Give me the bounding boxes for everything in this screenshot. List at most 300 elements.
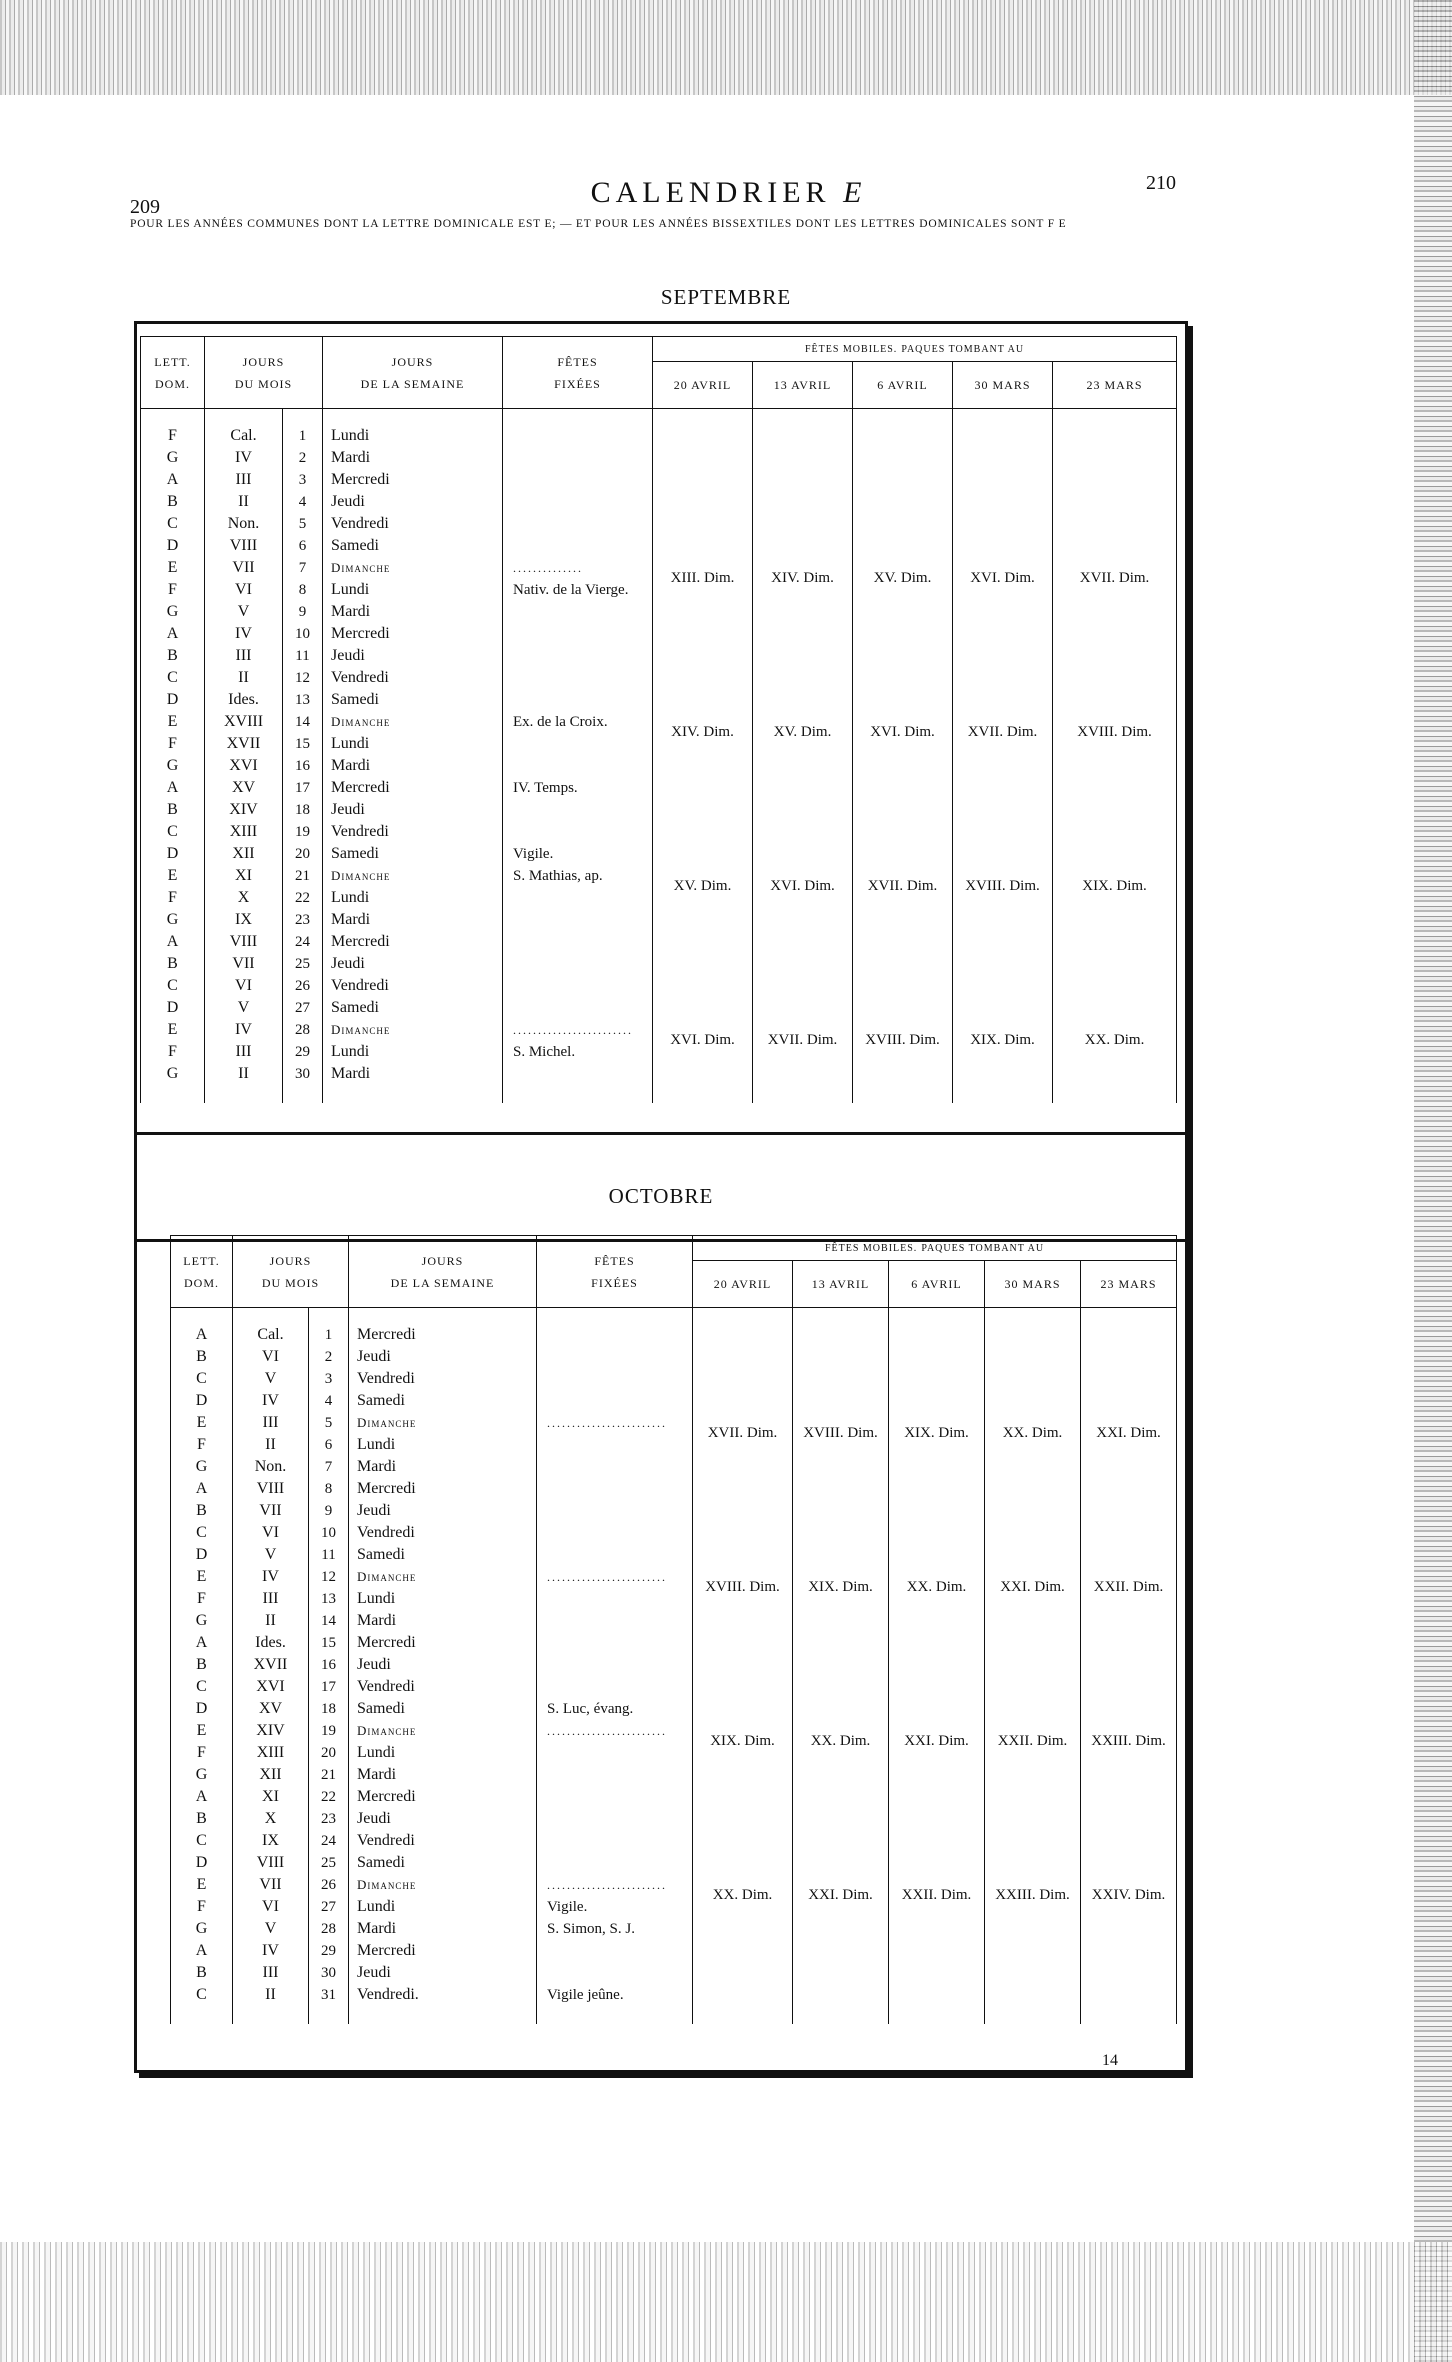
roman-day: IV	[233, 1390, 309, 1412]
dominical-letter: A	[141, 777, 205, 799]
mobile-feast	[793, 1368, 889, 1390]
spacer-row	[141, 409, 1177, 426]
weekday: Samedi	[323, 997, 503, 1019]
mobile-feast	[693, 1874, 793, 1903]
col-mobile-date: 30 MARS	[985, 1261, 1081, 1308]
mobile-feast	[889, 1390, 985, 1412]
day-number: 26	[309, 1874, 349, 1896]
col-fetes-label: FÊTES	[594, 1253, 635, 1268]
mobile-feast	[693, 1654, 793, 1676]
spacer-cell	[985, 1308, 1081, 1325]
table-row	[141, 1041, 1177, 1063]
fixed-feast	[537, 1324, 693, 1346]
roman-day: IV	[233, 1940, 309, 1962]
mobile-feast	[653, 865, 753, 894]
mobile-feast	[693, 1698, 793, 1720]
fixed-feast: ........................	[537, 1566, 693, 1588]
roman-day: IV	[205, 447, 283, 469]
dominical-letter: B	[141, 953, 205, 975]
dominical-letter: G	[171, 1764, 233, 1786]
mobile-feast-text: XXII. Dim.	[997, 1733, 1068, 1749]
mobile-feast	[653, 557, 753, 586]
mobile-feast	[793, 1984, 889, 2024]
table-row	[171, 1544, 1177, 1566]
weekday: Jeudi	[323, 799, 503, 821]
mobile-feast	[1053, 953, 1177, 975]
mobile-feast	[1053, 821, 1177, 843]
table-row	[171, 1742, 1177, 1764]
mobile-feast	[1053, 975, 1177, 997]
table-body	[171, 1308, 1177, 2025]
mobile-feast	[853, 865, 953, 894]
dominical-letter: B	[141, 491, 205, 513]
mobile-feast	[889, 1852, 985, 1874]
weekday: Mardi	[323, 601, 503, 623]
roman-day: VI	[205, 975, 283, 997]
dominical-letter: B	[171, 1808, 233, 1830]
col-mobiles-title: FÊTES MOBILES.	[824, 1242, 918, 1254]
fixed-feast: IV. Temps.	[503, 777, 653, 799]
col-lett-label: LETT.	[183, 1253, 220, 1268]
mobile-feast	[693, 1324, 793, 1346]
day-number: 3	[283, 469, 323, 491]
mobile-feast	[693, 1478, 793, 1500]
day-number: 14	[309, 1610, 349, 1632]
mobile-feast	[753, 667, 853, 689]
roman-day: IV	[233, 1566, 309, 1588]
day-number: 3	[309, 1368, 349, 1390]
dominical-letter: C	[171, 1368, 233, 1390]
mobile-feast	[1081, 1478, 1177, 1500]
mobile-feast	[753, 843, 853, 865]
spacer-cell	[753, 409, 853, 426]
mobile-feast	[985, 1874, 1081, 1903]
fixed-feast	[503, 1063, 653, 1103]
mobile-feast	[653, 953, 753, 975]
table-row	[171, 1434, 1177, 1456]
table-row	[141, 667, 1177, 689]
table-row	[171, 1500, 1177, 1522]
roman-day: V	[233, 1918, 309, 1940]
table-row	[141, 843, 1177, 865]
table-row	[141, 931, 1177, 953]
mobile-feast	[1053, 579, 1177, 601]
col-fixees-label: FIXÉES	[591, 1275, 638, 1290]
mobile-feast	[653, 425, 753, 447]
scan-noise-top	[0, 0, 1452, 95]
weekday: Mercredi	[349, 1478, 537, 1500]
col-semaine-header	[323, 337, 503, 409]
dominical-letter: E	[171, 1566, 233, 1588]
mobile-feast	[753, 799, 853, 821]
mobile-feast	[653, 535, 753, 557]
mobile-feast	[889, 1610, 985, 1632]
roman-day: XIV	[205, 799, 283, 821]
mobile-feast	[1081, 1654, 1177, 1676]
weekday: Lundi	[349, 1588, 537, 1610]
dominical-letter: D	[171, 1852, 233, 1874]
roman-day: III	[205, 645, 283, 667]
mobile-feast	[953, 491, 1053, 513]
mobile-feast	[853, 535, 953, 557]
roman-day: II	[233, 1984, 309, 2024]
table-row	[171, 1808, 1177, 1830]
col-mobiles-sub: PAQUES TOMBANT AU	[901, 343, 1025, 355]
mobile-feast	[793, 1962, 889, 1984]
weekday: Lundi	[323, 887, 503, 909]
weekday: Vendredi	[349, 1522, 537, 1544]
mobile-feast	[1081, 1500, 1177, 1522]
roman-day: XI	[205, 865, 283, 887]
mobile-feast-text: XXIV. Dim.	[1091, 1887, 1166, 1903]
spacer-cell	[1081, 1308, 1177, 1325]
col-dumois-label: DU MOIS	[234, 376, 293, 391]
day-number: 1	[309, 1324, 349, 1346]
fixed-feast: ........................	[537, 1412, 693, 1434]
dominical-letter: F	[171, 1588, 233, 1610]
table-row	[171, 1962, 1177, 1984]
mobile-feast	[889, 1434, 985, 1456]
weekday: Mercredi	[349, 1324, 537, 1346]
table-row	[141, 425, 1177, 447]
calendar-table-october	[170, 1235, 1177, 2024]
mobile-feast	[985, 1632, 1081, 1654]
dominical-letter: F	[141, 579, 205, 601]
weekday: Mardi	[323, 755, 503, 777]
mobile-feast	[953, 689, 1053, 711]
mobile-feast	[985, 1918, 1081, 1940]
weekday: Mercredi	[349, 1940, 537, 1962]
mobile-feast-text: XIX. Dim.	[904, 1425, 969, 1441]
mobile-feast	[1081, 1434, 1177, 1456]
table-row	[171, 1324, 1177, 1346]
month-title-october: OCTOBRE	[608, 1184, 714, 1208]
mobile-feast-text: XVII. Dim.	[867, 878, 938, 894]
mobile-feast	[953, 711, 1053, 740]
spacer-cell	[141, 409, 205, 426]
mobile-feast	[853, 689, 953, 711]
mobile-feast	[1053, 513, 1177, 535]
dominical-letter: C	[171, 1984, 233, 2024]
mobile-feast	[953, 755, 1053, 777]
mobile-feast	[753, 535, 853, 557]
mobile-feast	[853, 645, 953, 667]
dominical-letter: C	[141, 513, 205, 535]
col-lett-label: LETT.	[154, 354, 191, 369]
weekday: Vendredi	[349, 1676, 537, 1698]
mobile-feast	[693, 1984, 793, 2024]
mobile-feast	[853, 733, 953, 755]
mobile-feast	[1081, 1962, 1177, 1984]
dominical-letter: A	[141, 469, 205, 491]
mobile-feast	[1081, 1676, 1177, 1698]
table-row	[141, 953, 1177, 975]
header-row	[171, 1236, 1177, 1261]
mobile-feast	[853, 799, 953, 821]
roman-day: XVIII	[205, 711, 283, 733]
weekday: Dimanche	[323, 557, 503, 579]
mobile-feast	[693, 1786, 793, 1808]
mobile-feast	[953, 535, 1053, 557]
mobile-feast	[1053, 887, 1177, 909]
mobile-feast-text: XX. Dim.	[712, 1887, 773, 1903]
mobile-feast	[793, 1478, 889, 1500]
mobile-feast	[793, 1412, 889, 1441]
mobile-feast	[793, 1720, 889, 1749]
col-jours-label: JOURS	[242, 354, 285, 369]
mobile-feast	[693, 1742, 793, 1764]
fixed-feast: S. Simon, S. J.	[537, 1918, 693, 1940]
mobile-feast	[1081, 1742, 1177, 1764]
mobile-feast	[793, 1324, 889, 1346]
mobile-feast	[653, 1019, 753, 1048]
mobile-feast	[793, 1940, 889, 1962]
mobile-feast	[693, 1368, 793, 1390]
mobile-feast	[889, 1368, 985, 1390]
day-number: 5	[309, 1412, 349, 1434]
roman-day: III	[205, 1041, 283, 1063]
col-mobile-date: 23 MARS	[1081, 1261, 1177, 1308]
mobile-feast	[889, 1654, 985, 1676]
roman-day: XVII	[233, 1654, 309, 1676]
mobile-feast	[1081, 1918, 1177, 1940]
roman-day: VIII	[233, 1852, 309, 1874]
roman-day: Cal.	[233, 1324, 309, 1346]
mobile-feast	[653, 1041, 753, 1063]
mobile-feast	[753, 491, 853, 513]
mobile-feast	[985, 1720, 1081, 1749]
mobile-feast	[1053, 557, 1177, 586]
mobile-feast	[1081, 1632, 1177, 1654]
dominical-letter: B	[171, 1654, 233, 1676]
calendar-table-september	[140, 336, 1177, 1103]
mobile-feast	[653, 931, 753, 953]
mobile-feast	[953, 425, 1053, 447]
mobile-feast	[985, 1544, 1081, 1566]
dominical-letter: A	[171, 1786, 233, 1808]
mobile-feast	[753, 1019, 853, 1048]
day-number: 13	[309, 1588, 349, 1610]
mobile-feast	[985, 1676, 1081, 1698]
mobile-feast	[985, 1588, 1081, 1610]
mobile-feast-text: XV. Dim.	[773, 724, 832, 740]
fixed-feast	[503, 689, 653, 711]
mobile-feast	[653, 997, 753, 1019]
mobile-feast	[653, 601, 753, 623]
mobile-feast	[793, 1874, 889, 1903]
mobile-feast	[953, 799, 1053, 821]
mobile-feast	[693, 1346, 793, 1368]
mobile-feast	[1081, 1324, 1177, 1346]
weekday: Vendredi	[323, 667, 503, 689]
roman-day: XIII	[233, 1742, 309, 1764]
dominical-letter: B	[171, 1500, 233, 1522]
mobile-feast	[1081, 1698, 1177, 1720]
roman-day: XI	[233, 1786, 309, 1808]
mobile-feast	[853, 777, 953, 799]
col-jours2-label: JOURS	[421, 1253, 464, 1268]
mobile-feast	[985, 1654, 1081, 1676]
mobile-feast	[985, 1940, 1081, 1962]
roman-day: II	[233, 1610, 309, 1632]
mobile-feast	[889, 1500, 985, 1522]
col-mobile-date: 23 MARS	[1053, 362, 1177, 409]
table-row	[141, 447, 1177, 469]
mobile-feast	[753, 513, 853, 535]
mobile-feast	[793, 1896, 889, 1918]
mobile-feast-text: XXII. Dim.	[901, 1887, 972, 1903]
spacer-cell	[233, 1308, 309, 1325]
mobile-feast-text: XXI. Dim.	[1000, 1579, 1065, 1595]
mobile-feast	[753, 601, 853, 623]
mobile-feast	[693, 1962, 793, 1984]
mobile-feast	[1081, 1808, 1177, 1830]
col-mobile-date: 6 AVRIL	[889, 1261, 985, 1308]
spacer-cell	[309, 1308, 349, 1325]
spacer-cell	[693, 1308, 793, 1325]
page-number-right: 210	[1146, 172, 1176, 194]
mobile-feast	[693, 1632, 793, 1654]
table-row	[141, 909, 1177, 931]
mobile-feast	[953, 975, 1053, 997]
roman-day: X	[205, 887, 283, 909]
mobile-feast	[693, 1588, 793, 1610]
mobile-feast-text: XVII. Dim.	[967, 724, 1038, 740]
weekday: Vendredi	[323, 513, 503, 535]
mobile-feast	[653, 623, 753, 645]
weekday: Lundi	[349, 1434, 537, 1456]
table-row	[141, 733, 1177, 755]
mobile-feast	[1053, 997, 1177, 1019]
fixed-feast	[537, 1962, 693, 1984]
fixed-feast: S. Michel.	[503, 1041, 653, 1063]
mobile-feast	[1053, 645, 1177, 667]
mobile-feast	[793, 1456, 889, 1478]
col-mobile-date: 13 AVRIL	[753, 362, 853, 409]
fixed-feast	[537, 1676, 693, 1698]
mobile-feast	[1081, 1984, 1177, 2024]
mobile-feast	[985, 1368, 1081, 1390]
day-number: 17	[309, 1676, 349, 1698]
mobile-feast-text: XXI. Dim.	[1096, 1425, 1161, 1441]
mobile-feast	[653, 909, 753, 931]
mobile-feast	[753, 997, 853, 1019]
mobile-feast	[1053, 755, 1177, 777]
table-row	[171, 1522, 1177, 1544]
title-text: CALENDRIER	[590, 176, 844, 209]
mobile-feast-text: XIX. Dim.	[1082, 878, 1147, 894]
dominical-letter: B	[141, 799, 205, 821]
mobile-feast	[953, 1019, 1053, 1048]
weekday: Lundi	[349, 1896, 537, 1918]
mobile-feast	[985, 1610, 1081, 1632]
mobile-feast	[653, 799, 753, 821]
col-fetes-header	[537, 1236, 693, 1308]
mobile-feast	[853, 909, 953, 931]
mobile-feast-text: XXIII. Dim.	[995, 1887, 1070, 1903]
dominical-letter: E	[141, 557, 205, 579]
mobile-feast	[853, 579, 953, 601]
mobile-feast	[853, 447, 953, 469]
mobile-feast-text: XVI. Dim.	[970, 570, 1035, 586]
day-number: 25	[283, 953, 323, 975]
mobile-feast	[693, 1830, 793, 1852]
fixed-feast	[537, 1742, 693, 1764]
day-number: 19	[283, 821, 323, 843]
fixed-feast	[503, 997, 653, 1019]
day-number: 4	[309, 1390, 349, 1412]
table-row	[141, 491, 1177, 513]
roman-day: VIII	[205, 535, 283, 557]
day-number: 19	[309, 1720, 349, 1742]
month-title-september: SEPTEMBRE	[660, 285, 792, 309]
mobile-feast-text: XVIII. Dim.	[803, 1425, 878, 1441]
mobile-feast	[889, 1742, 985, 1764]
mobile-feast	[653, 579, 753, 601]
mobile-feast	[889, 1478, 985, 1500]
table-header	[141, 337, 1177, 409]
dominical-letter: C	[171, 1830, 233, 1852]
spacer-cell	[205, 409, 283, 426]
mobile-feast	[793, 1918, 889, 1940]
spacer-cell	[953, 409, 1053, 426]
col-mobile-date: 20 AVRIL	[693, 1261, 793, 1308]
day-number: 14	[283, 711, 323, 733]
dominical-letter: D	[141, 997, 205, 1019]
mobile-feast	[753, 909, 853, 931]
mobile-feast	[793, 1522, 889, 1544]
table-row	[171, 1830, 1177, 1852]
spacer-cell	[889, 1308, 985, 1325]
day-number: 21	[283, 865, 323, 887]
col-mobiles-sub: PAQUES TOMBANT AU	[921, 1242, 1045, 1254]
col-jours-header	[233, 1236, 349, 1308]
mobile-feast	[985, 1390, 1081, 1412]
weekday: Samedi	[349, 1544, 537, 1566]
mobile-feast	[853, 667, 953, 689]
mobile-feast	[889, 1808, 985, 1830]
table-row	[141, 997, 1177, 1019]
roman-day: III	[205, 469, 283, 491]
mobile-feast	[1053, 931, 1177, 953]
fixed-feast	[537, 1346, 693, 1368]
page-subtitle: POUR LES ANNÉES COMMUNES DONT LA LETTRE DOMINICALE EST E; — ET POUR LES ANNÉES BISSEXTILES DONT LES LETTRES DOMINICALES SONT F E	[130, 218, 1067, 230]
weekday: Vendredi.	[349, 1984, 537, 2024]
col-mobiles-header	[693, 1236, 1177, 1261]
mobile-feast	[853, 953, 953, 975]
dominical-letter: G	[171, 1610, 233, 1632]
day-number: 2	[283, 447, 323, 469]
mobile-feast	[793, 1764, 889, 1786]
fixed-feast: Vigile.	[537, 1896, 693, 1918]
dominical-letter: A	[171, 1940, 233, 1962]
mobile-feast	[853, 997, 953, 1019]
mobile-feast	[793, 1500, 889, 1522]
fixed-feast	[537, 1654, 693, 1676]
mobile-feast	[953, 447, 1053, 469]
col-fixees-label: FIXÉES	[554, 376, 601, 391]
table-row	[171, 1654, 1177, 1676]
mobile-feast	[753, 755, 853, 777]
roman-day: Non.	[205, 513, 283, 535]
mobile-feast	[793, 1632, 889, 1654]
table-row	[171, 1390, 1177, 1412]
mobile-feast	[1053, 843, 1177, 865]
mobile-feast	[985, 1698, 1081, 1720]
fixed-feast	[537, 1764, 693, 1786]
weekday: Samedi	[323, 689, 503, 711]
roman-day: Cal.	[205, 425, 283, 447]
